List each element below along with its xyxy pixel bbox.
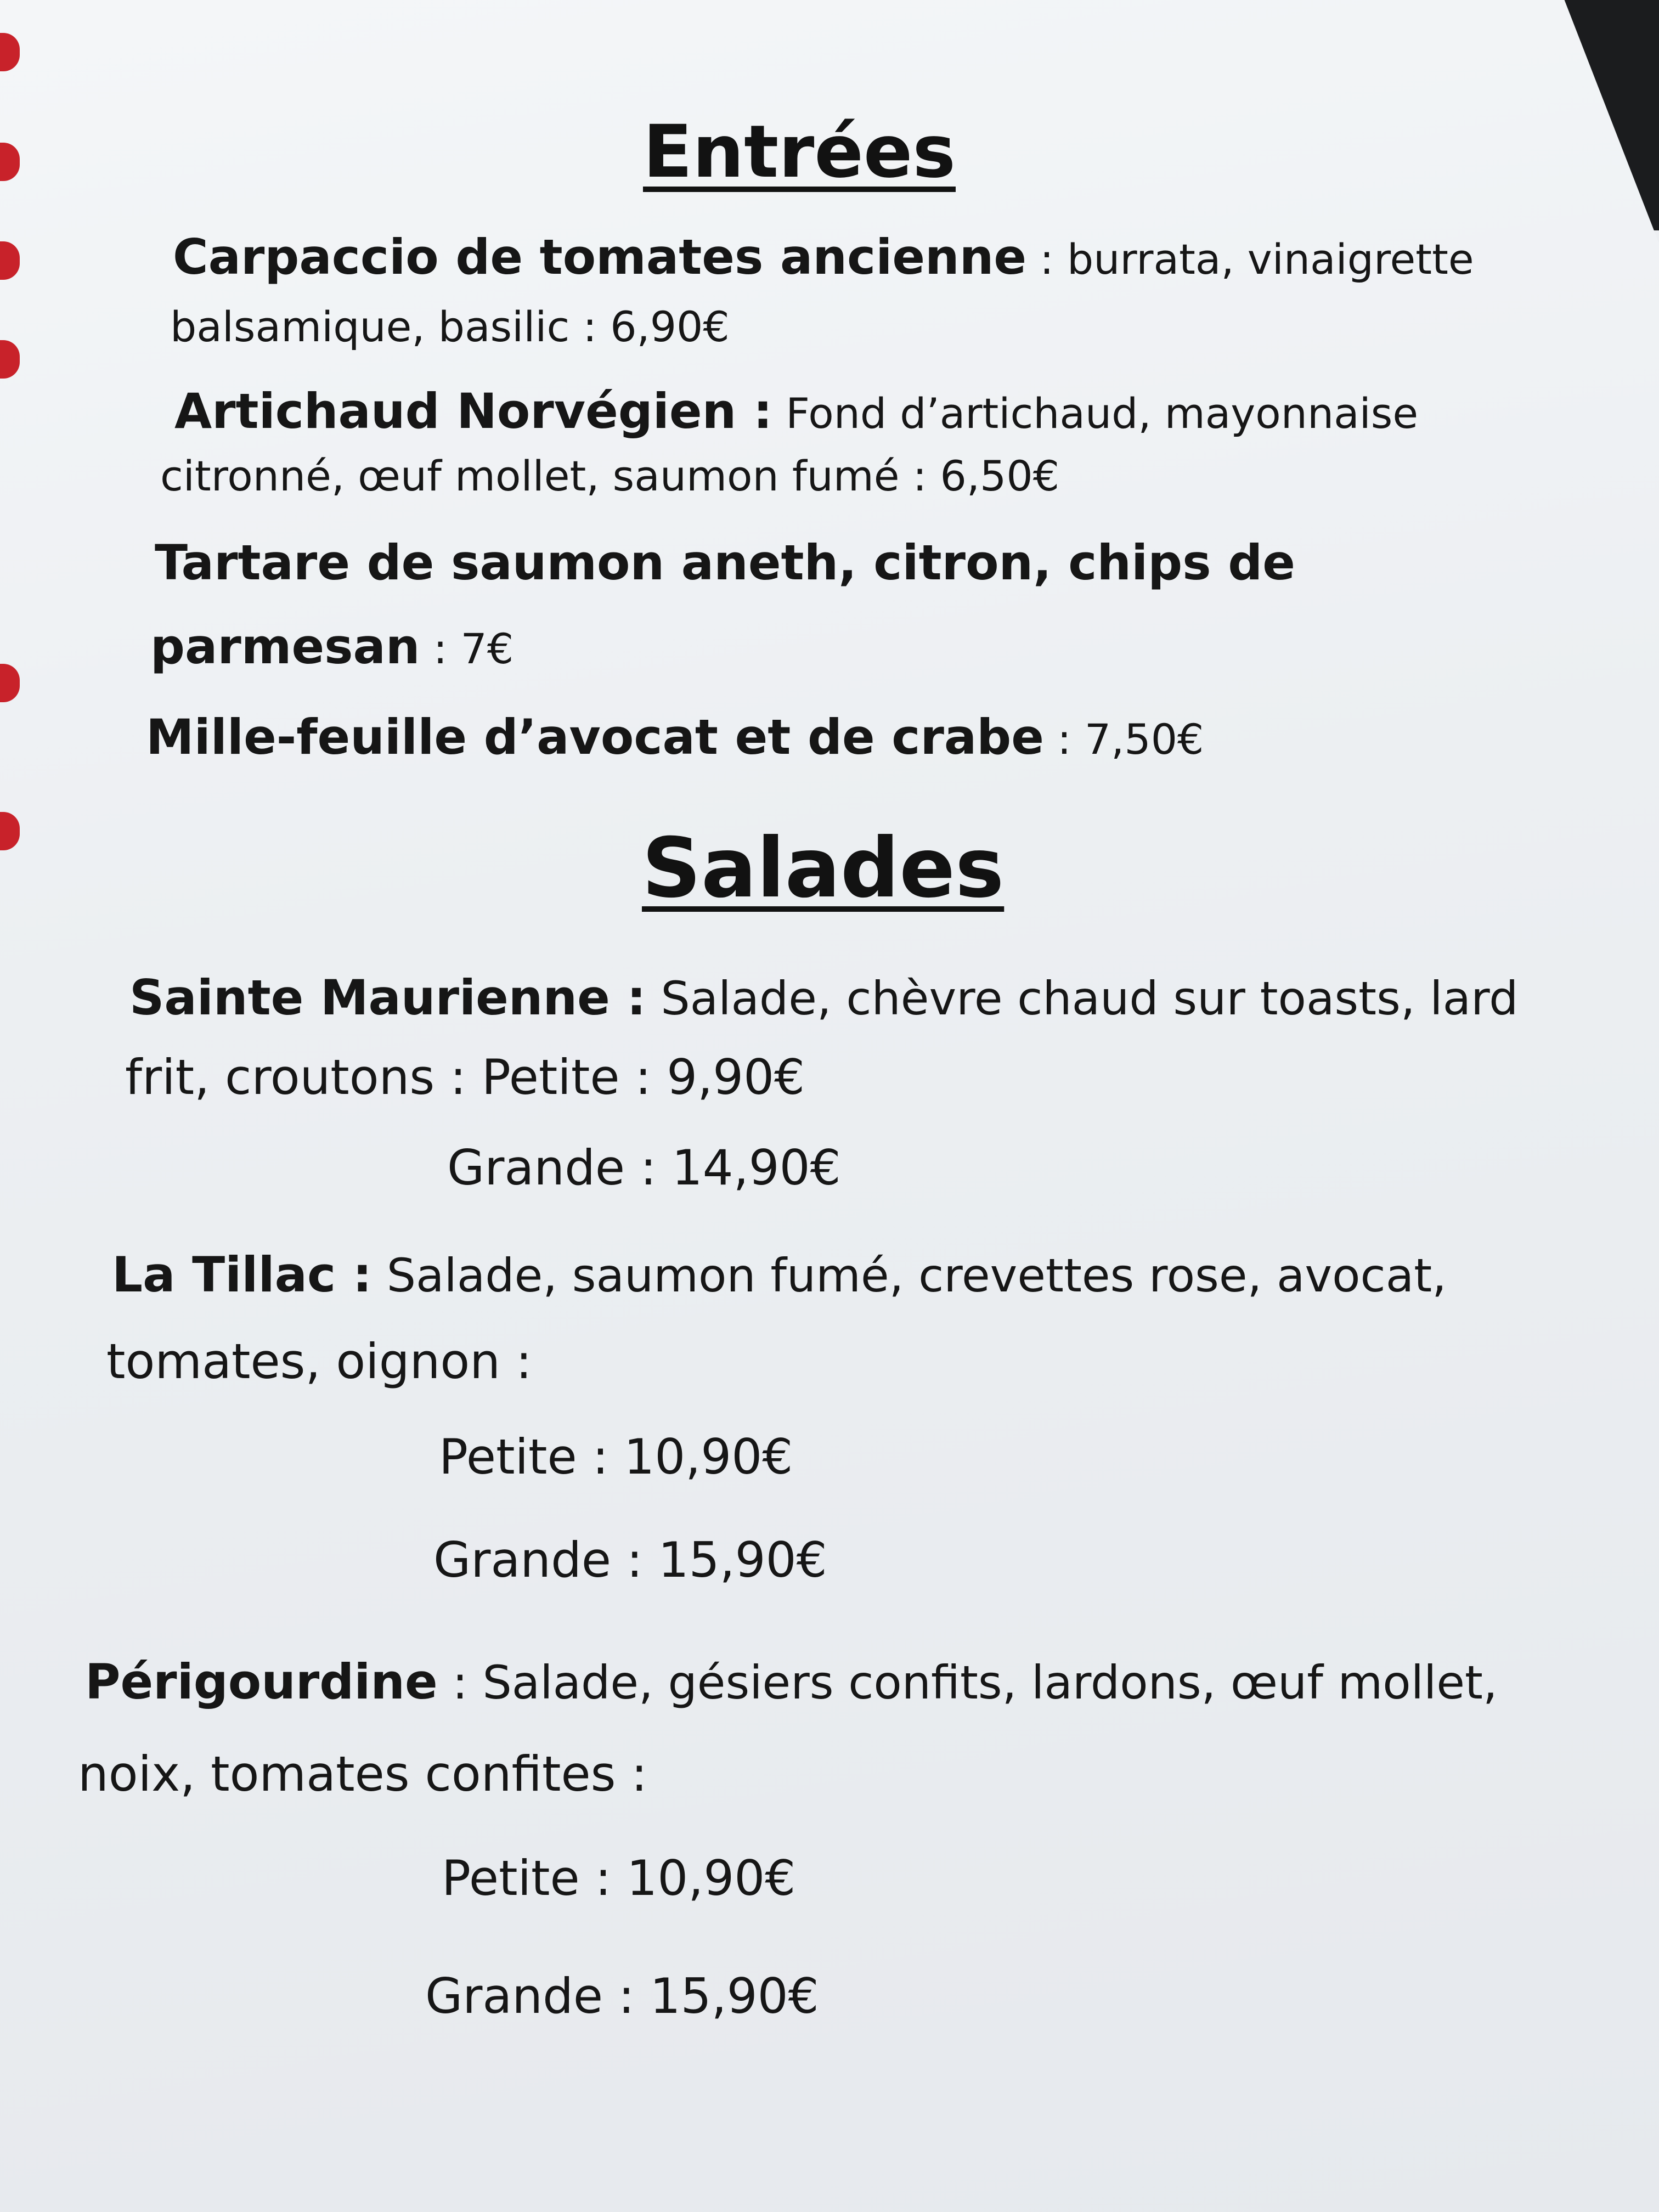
item-description: : burrata, vinaigrette bbox=[1026, 235, 1474, 284]
item-price: : 7€ bbox=[420, 624, 514, 673]
price-grande: Grande : 15,90€ bbox=[433, 1532, 827, 1588]
menu-item-millefeuille bbox=[146, 709, 1204, 765]
price-grande: Grande : 15,90€ bbox=[425, 1968, 819, 2024]
menu-item-carpaccio-line2: balsamique, basilic : 6,90€ bbox=[170, 302, 730, 351]
menu-item-tartare bbox=[155, 534, 1295, 591]
price-petite: Petite : 10,90€ bbox=[442, 1850, 796, 1906]
menu-item-sainte-maurienne bbox=[129, 969, 1519, 1026]
item-name-cont: parmesan bbox=[150, 618, 420, 675]
menu-item-carpaccio bbox=[173, 229, 1474, 285]
item-description: Fond d’artichaud, mayonnaise bbox=[772, 389, 1419, 438]
item-name: Sainte Maurienne : bbox=[129, 969, 646, 1026]
menu-item-artichaud-line2: citronné, œuf mollet, saumon fumé : 6,50€ bbox=[160, 452, 1060, 500]
item-name: Artichaud Norvégien : bbox=[174, 383, 773, 439]
menu-item-perigourdine bbox=[85, 1654, 1498, 1710]
item-name: Carpaccio de tomates ancienne bbox=[173, 229, 1027, 285]
menu-item-tartare-line2 bbox=[150, 618, 514, 675]
item-description: : Salade, gésiers confits, lardons, œuf mollet, bbox=[437, 1656, 1498, 1709]
item-name: Tartare de saumon aneth, citron, chips de bbox=[155, 534, 1295, 591]
menu-item-la-tillac-line2: tomates, oignon : bbox=[106, 1333, 532, 1390]
item-description: Salade, chèvre chaud sur toasts, lard bbox=[646, 972, 1519, 1025]
item-name: Périgourdine bbox=[85, 1654, 438, 1710]
menu-item-artichaud bbox=[174, 383, 1419, 439]
price-petite: Petite : 10,90€ bbox=[439, 1429, 793, 1485]
item-name: La Tillac : bbox=[112, 1246, 372, 1303]
price-grande: Grande : 14,90€ bbox=[447, 1139, 841, 1196]
item-description: Salade, saumon fumé, crevettes rose, avocat, bbox=[372, 1249, 1447, 1302]
section-title-salades: Salades bbox=[642, 821, 1005, 916]
item-name: Mille-feuille d’avocat et de crabe bbox=[146, 709, 1044, 765]
section-title-entrees: Entrées bbox=[643, 110, 956, 194]
menu-item-sainte-maurienne-line2: frit, croutons : Petite : 9,90€ bbox=[125, 1049, 805, 1105]
menu-item-la-tillac bbox=[112, 1246, 1447, 1303]
menu-item-perigourdine-line2: noix, tomates confites : bbox=[78, 1746, 648, 1802]
item-price: : 7,50€ bbox=[1043, 715, 1204, 764]
